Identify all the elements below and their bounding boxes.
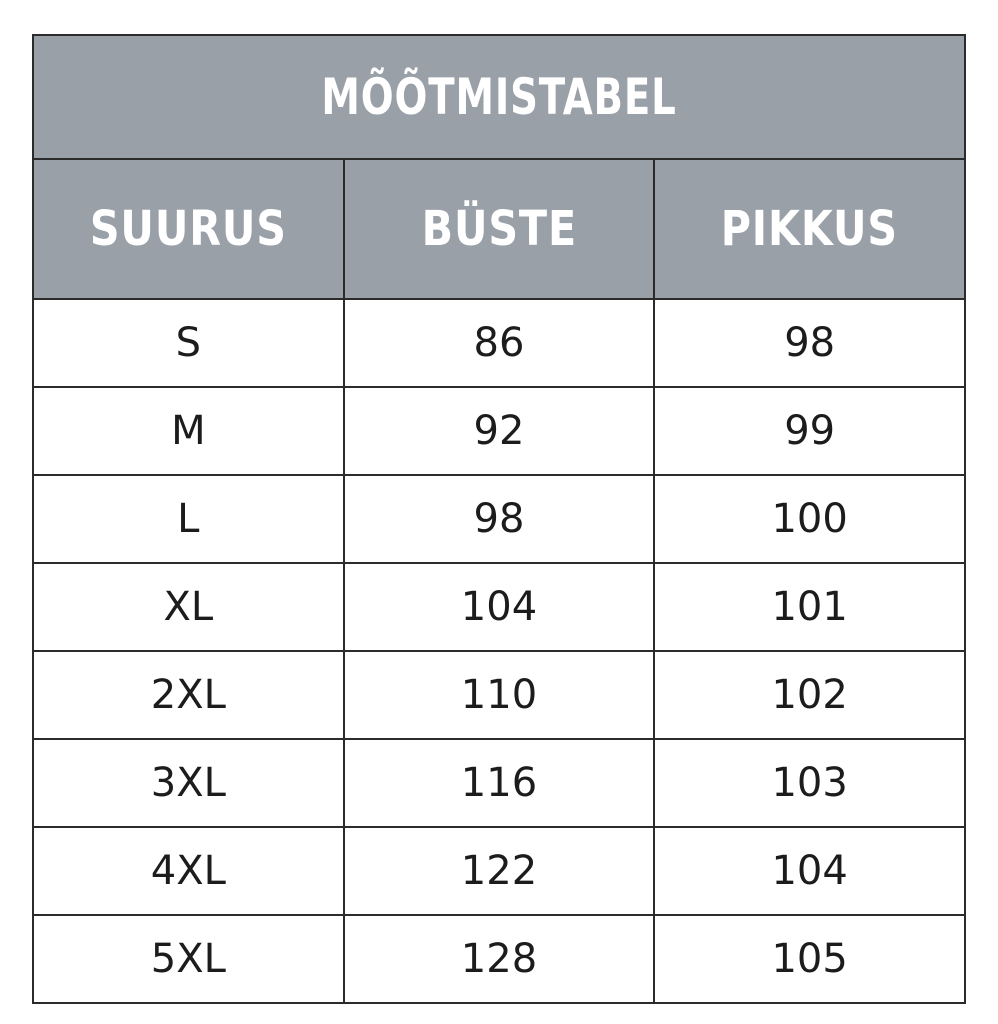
cell-bust: 122 xyxy=(344,827,655,915)
column-header-bust xyxy=(344,159,655,299)
table-row xyxy=(33,387,965,475)
cell-bust: 98 xyxy=(344,475,655,563)
table-row xyxy=(33,915,965,1003)
cell-length: 105 xyxy=(654,915,965,1003)
cell-size: 3XL xyxy=(33,739,344,827)
cell-length: 102 xyxy=(654,651,965,739)
cell-size: S xyxy=(33,299,344,387)
size-chart-table xyxy=(32,34,966,1004)
cell-bust: 104 xyxy=(344,563,655,651)
column-header-bust-label: BÜSTE xyxy=(421,201,577,257)
table-title-row xyxy=(33,35,965,159)
cell-length: 99 xyxy=(654,387,965,475)
cell-size: L xyxy=(33,475,344,563)
cell-size: XL xyxy=(33,563,344,651)
cell-length: 100 xyxy=(654,475,965,563)
column-header-length-label: PIKKUS xyxy=(721,201,899,257)
chart-title-text: MÕÕTMISTABEL xyxy=(321,68,677,126)
cell-size: M xyxy=(33,387,344,475)
table-row xyxy=(33,475,965,563)
column-header-length xyxy=(654,159,965,299)
table-header-row xyxy=(33,159,965,299)
cell-bust: 92 xyxy=(344,387,655,475)
chart-title xyxy=(33,35,965,159)
table-row xyxy=(33,563,965,651)
table-row xyxy=(33,827,965,915)
cell-size: 4XL xyxy=(33,827,344,915)
table-row xyxy=(33,739,965,827)
cell-bust: 116 xyxy=(344,739,655,827)
cell-bust: 128 xyxy=(344,915,655,1003)
cell-length: 104 xyxy=(654,827,965,915)
column-header-size-label: SUURUS xyxy=(89,201,287,257)
size-chart-container xyxy=(32,34,966,1004)
cell-bust: 86 xyxy=(344,299,655,387)
cell-length: 98 xyxy=(654,299,965,387)
column-header-size xyxy=(33,159,344,299)
cell-length: 101 xyxy=(654,563,965,651)
table-row xyxy=(33,651,965,739)
cell-length: 103 xyxy=(654,739,965,827)
cell-size: 5XL xyxy=(33,915,344,1003)
cell-bust: 110 xyxy=(344,651,655,739)
cell-size: 2XL xyxy=(33,651,344,739)
table-row xyxy=(33,299,965,387)
